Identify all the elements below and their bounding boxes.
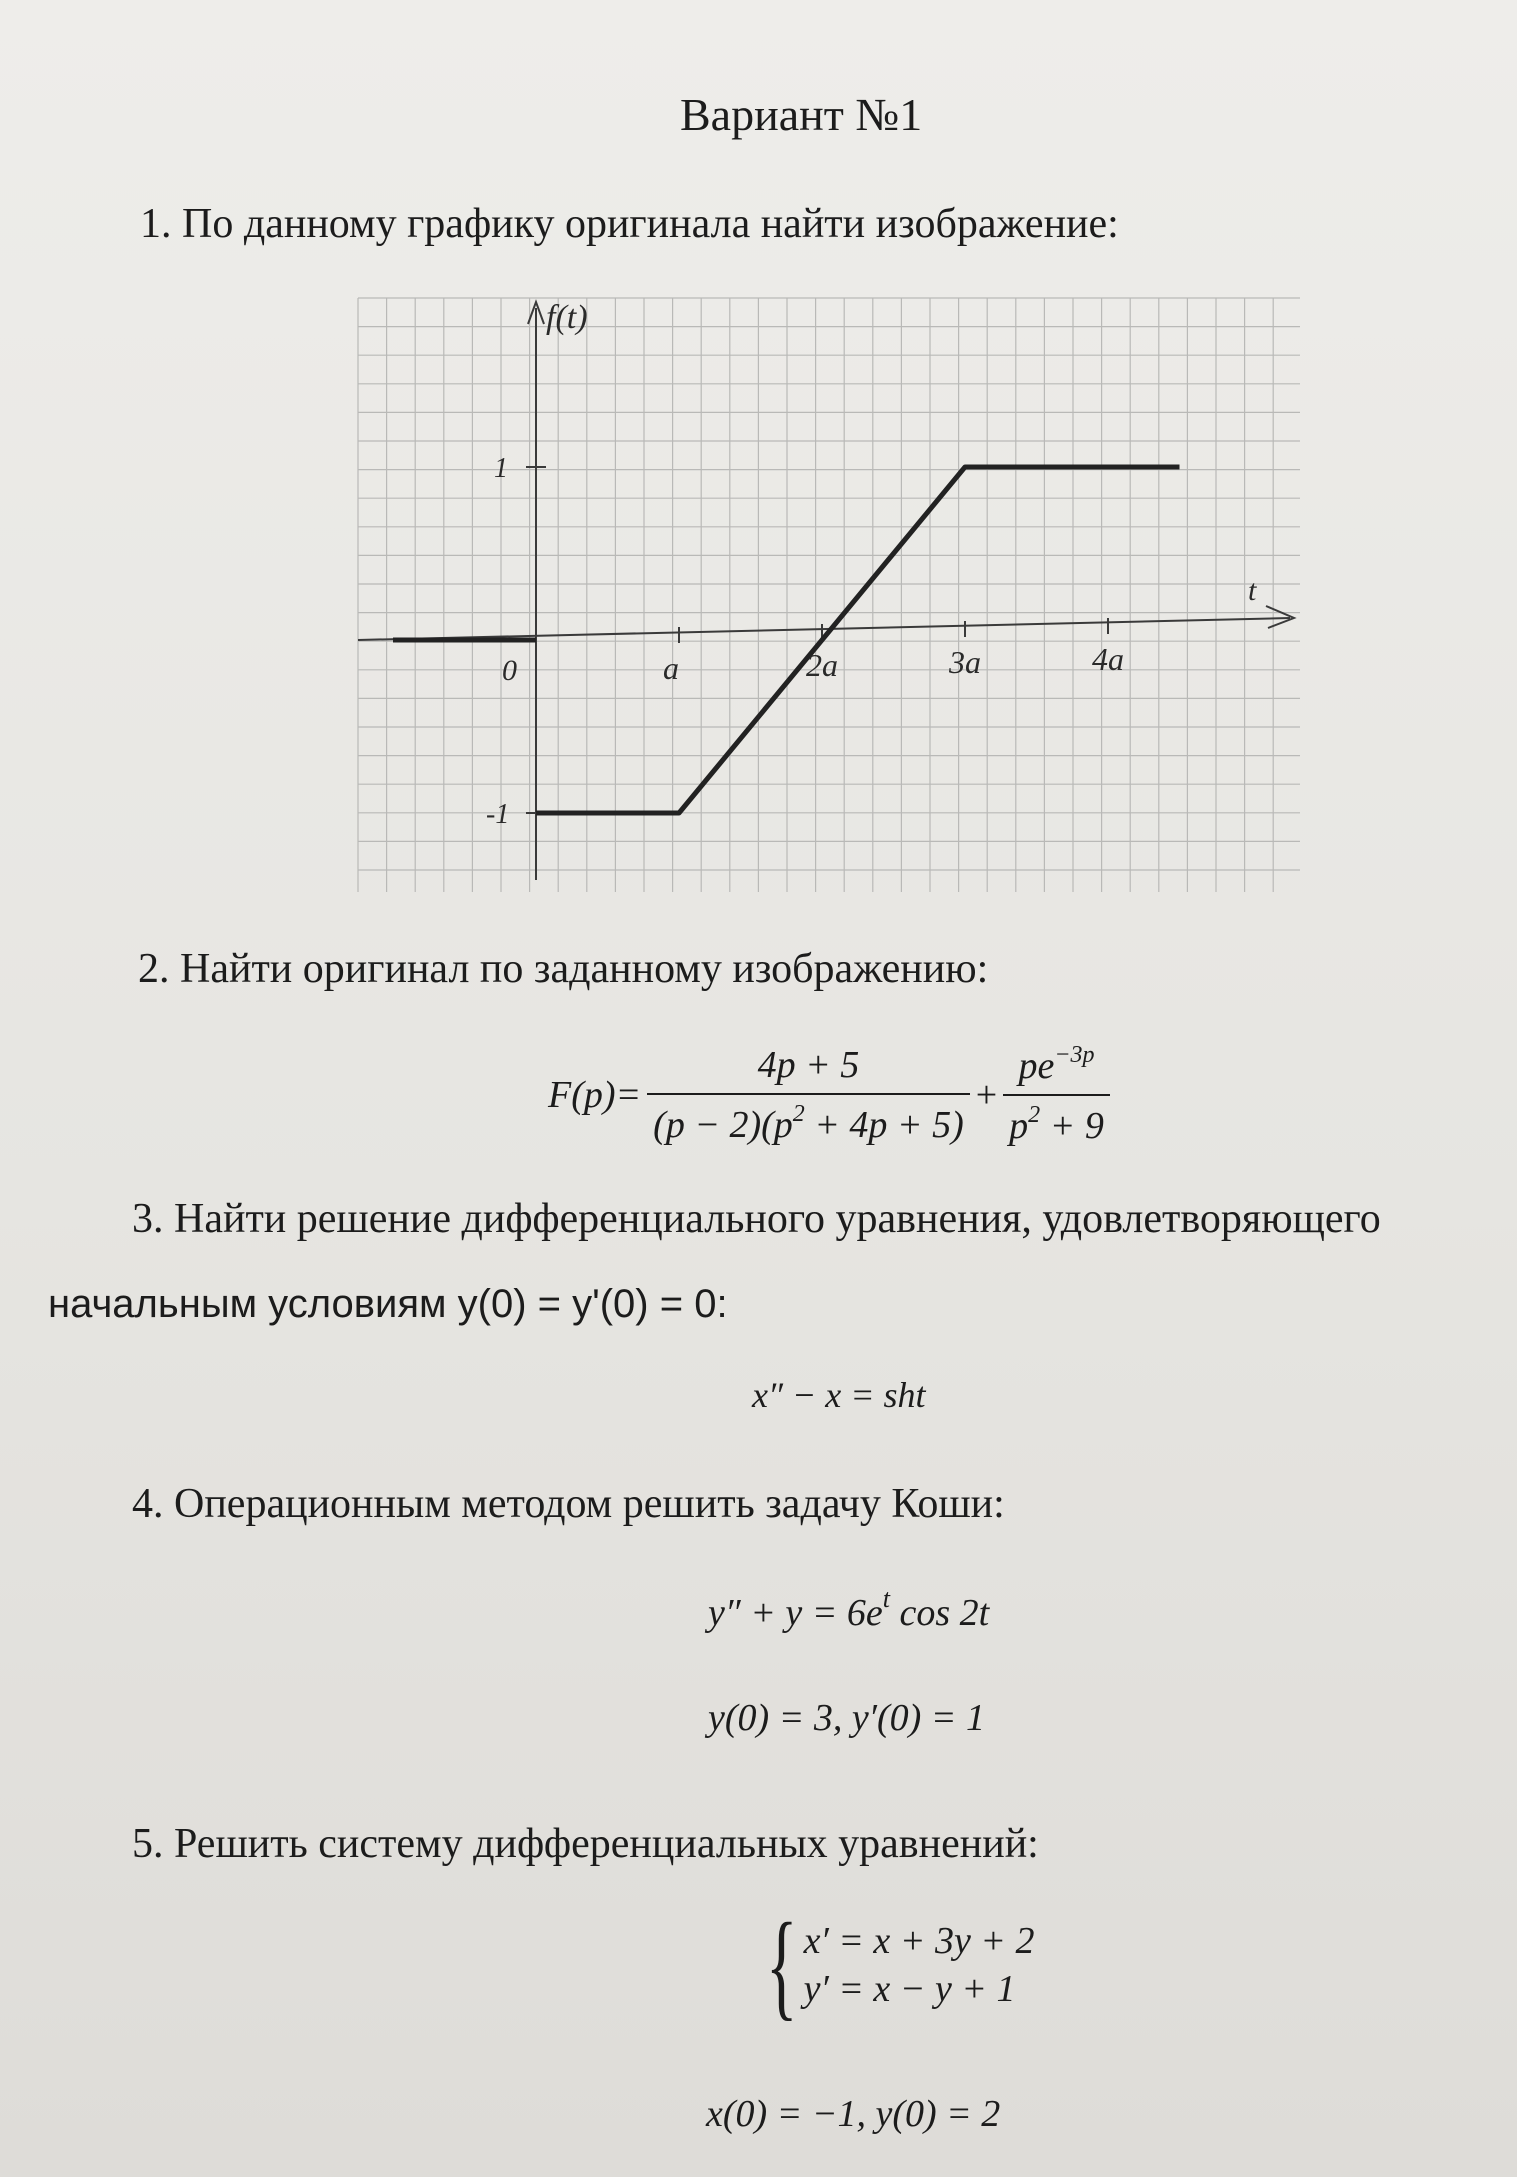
fraction-1-denominator	[647, 1093, 970, 1147]
den1-tail: + 4p + 5)	[804, 1104, 964, 1146]
original-graph	[350, 290, 1310, 900]
graph-series-2	[536, 467, 1180, 813]
fraction-1	[647, 1043, 970, 1147]
task-5-system	[740, 1898, 1035, 2031]
den1-head: (p − 2)(p	[653, 1104, 793, 1146]
image-formula	[548, 1030, 1116, 1160]
task-1-text: 1. По данному графику оригинала найти изображение:	[140, 201, 1119, 247]
fraction-2-numerator	[1012, 1042, 1100, 1094]
system-eq-1: x′ = x + 3y + 2	[803, 1920, 1035, 1962]
task-5-conditions: x(0) = −1, y(0) = 2	[706, 2093, 1001, 2135]
task-2-text: 2. Найти оригинал по заданному изображению:	[138, 946, 989, 992]
eq4-tail: cos 2t	[889, 1592, 990, 1634]
num2-exp: −3p	[1054, 1042, 1095, 1068]
task-4-conditions: y(0) = 3, y′(0) = 1	[708, 1697, 985, 1739]
num2-head: pe	[1018, 1045, 1055, 1087]
system-brace: {	[765, 1898, 798, 2031]
x-tick-label-a: a	[663, 650, 679, 686]
system-eq-2: y′ = x − y + 1	[803, 1968, 1016, 2010]
graph-lines	[393, 467, 1180, 813]
y-tick-label-minus-1: -1	[486, 799, 510, 830]
den2-exp: 2	[1028, 1102, 1041, 1128]
x-axis-label: t	[1248, 574, 1257, 607]
den2-tail: + 9	[1040, 1105, 1104, 1147]
y-tick-label-1: 1	[494, 453, 508, 484]
fraction-1-numerator: 4p + 5	[757, 1044, 860, 1086]
variant-title: Вариант №1	[680, 89, 923, 140]
fraction-2-denominator	[1003, 1094, 1110, 1148]
task-5-text: 5. Решить систему дифференциальных уравнений:	[132, 1821, 1039, 1867]
task-4-equation	[708, 1584, 989, 1635]
den1-exp: 2	[792, 1101, 805, 1127]
graph-labels	[486, 299, 1257, 830]
fraction-2	[1003, 1042, 1110, 1148]
eq4-lhs: y″ + y = 6e	[708, 1592, 883, 1634]
den2-head: p	[1009, 1105, 1029, 1147]
system-lines	[804, 1915, 1035, 2015]
x-tick-label-2a: 2a	[806, 647, 838, 683]
graph-axes	[358, 302, 1294, 880]
x-tick-label-3a: 3a	[949, 644, 981, 680]
eq4-exp: t	[882, 1584, 890, 1613]
formula-lhs: F(p)=	[548, 1074, 642, 1116]
formula-plus: +	[975, 1074, 998, 1116]
task-4-text: 4. Операционным методом решить задачу Коши:	[132, 1481, 1005, 1527]
y-axis-label: f(t)	[546, 299, 588, 336]
task-3-text: 3. Найти решение дифференциального уравнения, удовлетворяющего	[132, 1196, 1381, 1242]
origin-label: 0	[502, 654, 517, 687]
task-3-text-line2: начальным условиям y(0) = y'(0) = 0:	[48, 1282, 728, 1326]
x-tick-label-4a: 4a	[1092, 641, 1124, 677]
x-axis-arrow	[1266, 606, 1294, 628]
task-3-equation: x″ − x = sht	[752, 1375, 926, 1415]
